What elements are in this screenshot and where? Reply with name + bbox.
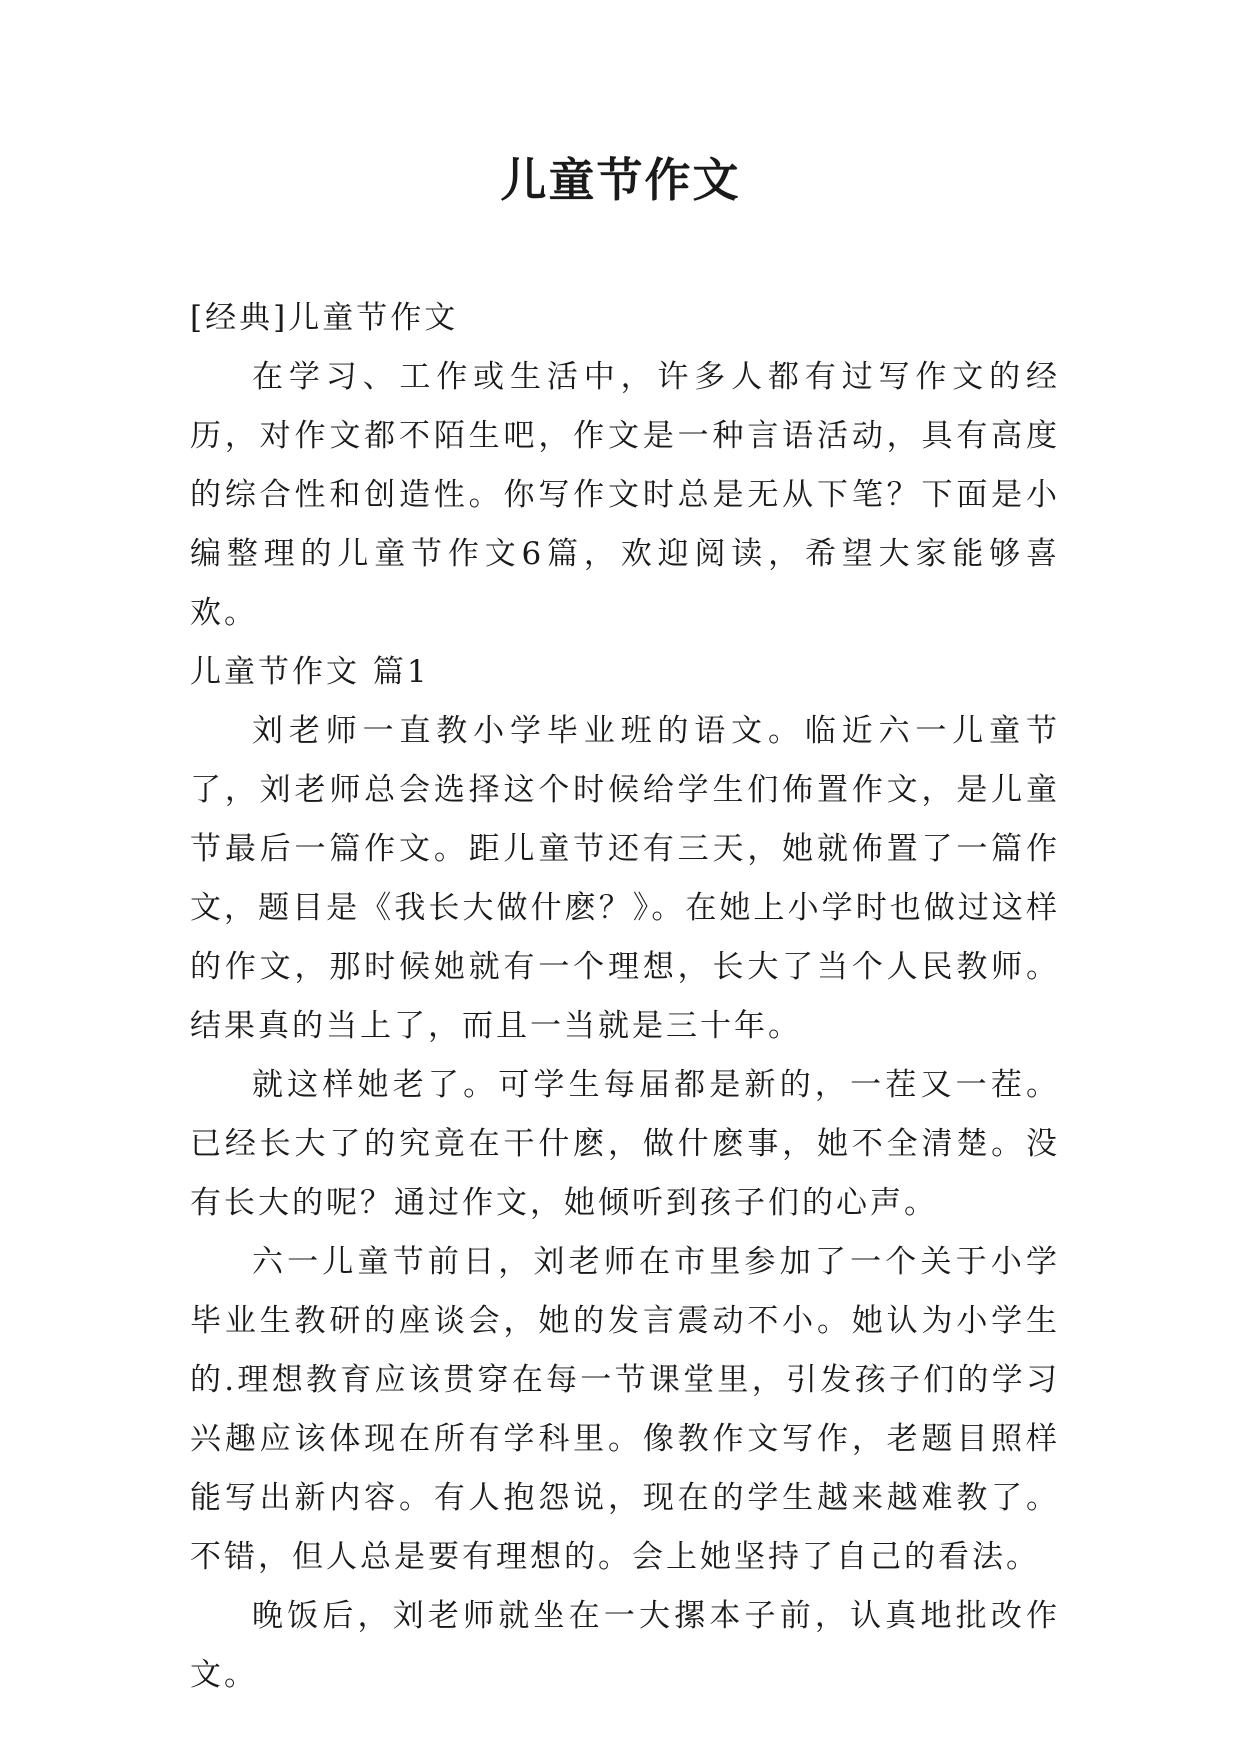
intro-paragraph: 在学习、工作或生活中，许多人都有过写作文的经历，对作文都不陌生吧，作文是一种言语活动，具有高度的综合性和创造性。你写作文时总是无从下笔？下面是小编整理的儿童节作文6篇，欢迎阅读，希望大家能够喜欢。 (190, 359, 1060, 631)
section-heading: 儿童节作文 篇1 (190, 654, 430, 690)
body-paragraph-1: 刘老师一直教小学毕业班的语文。临近六一儿童节了，刘老师总会选择这个时候给学生们佈置作文，是儿童节最后一篇作文。距儿童节还有三天，她就佈置了一篇作文，题目是《我长大做什麽？》。在她上小学时也做过这样的作文，那时候她就有一个理想，长大了当个人民教师。结果真的当上了，而且一当就是三十年。 (190, 713, 1060, 1044)
document-body (190, 289, 1060, 1705)
body-paragraph-2: 就这样她老了。可学生每届都是新的，一茬又一茬。已经长大了的究竟在干什麽，做什麽事，她不全清楚。没有长大的呢？通过作文，她倾听到孩子们的心声。 (190, 1067, 1060, 1221)
document-subtitle: [经典]儿童节作文 (190, 300, 459, 336)
body-paragraph-3: 六一儿童节前日，刘老师在市里参加了一个关于小学毕业生教研的座谈会，她的发言震动不小。她认为小学生的.理想教育应该贯穿在每一节课堂里，引发孩子们的学习兴趣应该体现在所有学科里。像教作文写作，老题目照样能写出新内容。有人抱怨说，现在的学生越来越难教了。不错，但人总是要有理想的。会上她坚持了自己的看法。 (190, 1244, 1060, 1575)
document-title: 儿童节作文 (500, 153, 741, 207)
body-paragraph-4: 晚饭后，刘老师就坐在一大摞本子前，认真地批改作文。 (190, 1598, 1060, 1693)
